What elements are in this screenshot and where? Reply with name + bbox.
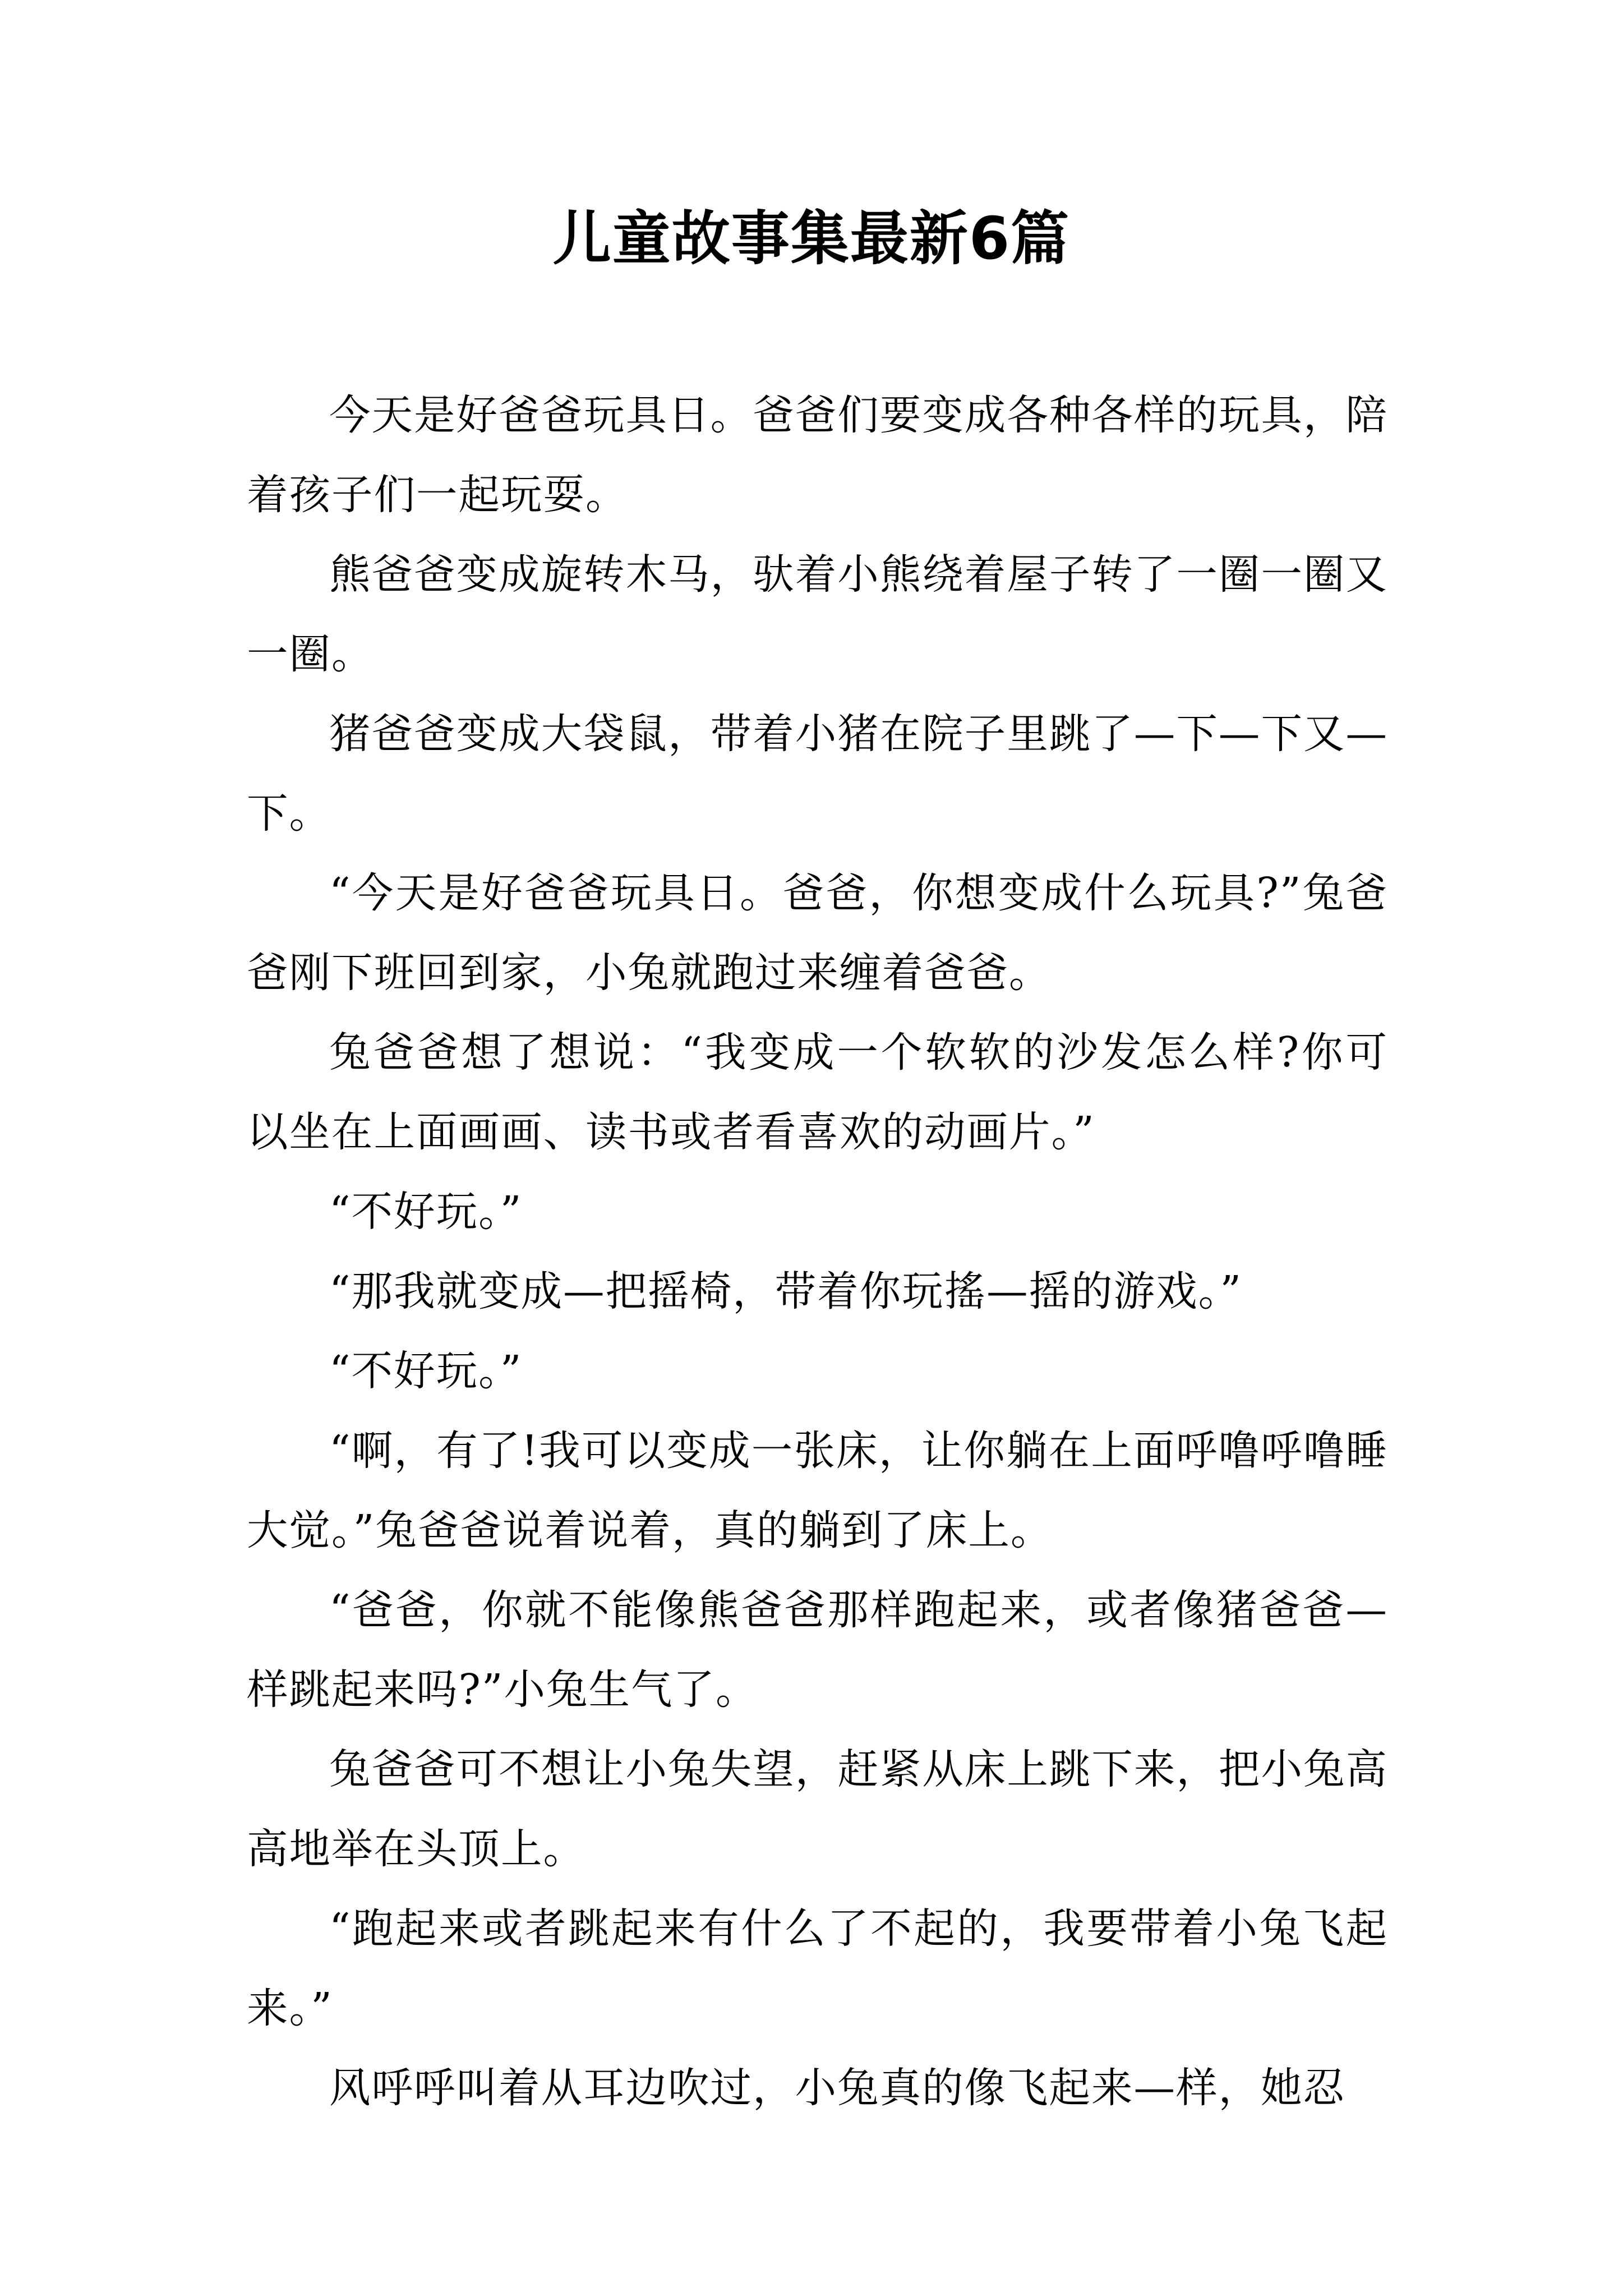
paragraph: “啊，有了!我可以变成一张床，让你躺在上面呼噜呼噜睡大觉。”兔爸爸说着说着，真的躺到了床上。 <box>247 1427 1388 1554</box>
document-body <box>247 376 1388 2128</box>
paragraph: “不好玩。” <box>329 1188 523 1236</box>
paragraph: 猪爸爸变成大袋鼠，带着小猪在院子里跳了—下—下又—下。 <box>247 710 1388 838</box>
paragraph: “爸爸，你就不能像熊爸爸那样跑起来，或者像猪爸爸—样跳起来吗?”小兔生气了。 <box>247 1586 1388 1714</box>
paragraph: 风呼呼叫着从耳边吹过，小兔真的像飞起来—样，她忍 <box>329 2064 1345 2112</box>
paragraph: 熊爸爸变成旋转木马，驮着小熊绕着屋子转了一圈一圈又一圈。 <box>247 551 1388 678</box>
paragraph: “今天是好爸爸玩具日。爸爸，你想变成什么玩具?”兔爸爸刚下班回到家，小兔就跑过来缠着爸爸。 <box>247 869 1388 997</box>
paragraph: “那我就变成—把摇椅，带着你玩搖—摇的游戏。” <box>329 1268 1242 1315</box>
paragraph: “不好玩。” <box>329 1347 523 1395</box>
paragraph: 兔爸爸可不想让小兔失望，赶紧从床上跳下来，把小兔高高地举在头顶上。 <box>247 1746 1388 1873</box>
paragraph: “跑起来或者跳起来有什么了不起的，我要带着小兔飞起来。” <box>247 1905 1388 2032</box>
paragraph: 兔爸爸想了想说：“我变成一个软软的沙发怎么样?你可以坐在上面画画、读书或者看喜欢的动画片。” <box>247 1029 1388 1156</box>
document-title: 儿童故事集最新6篇 <box>552 204 1071 273</box>
paragraph: 今天是好爸爸玩具日。爸爸们要变成各种各样的玩具，陪着孩子们一起玩耍。 <box>247 392 1388 519</box>
